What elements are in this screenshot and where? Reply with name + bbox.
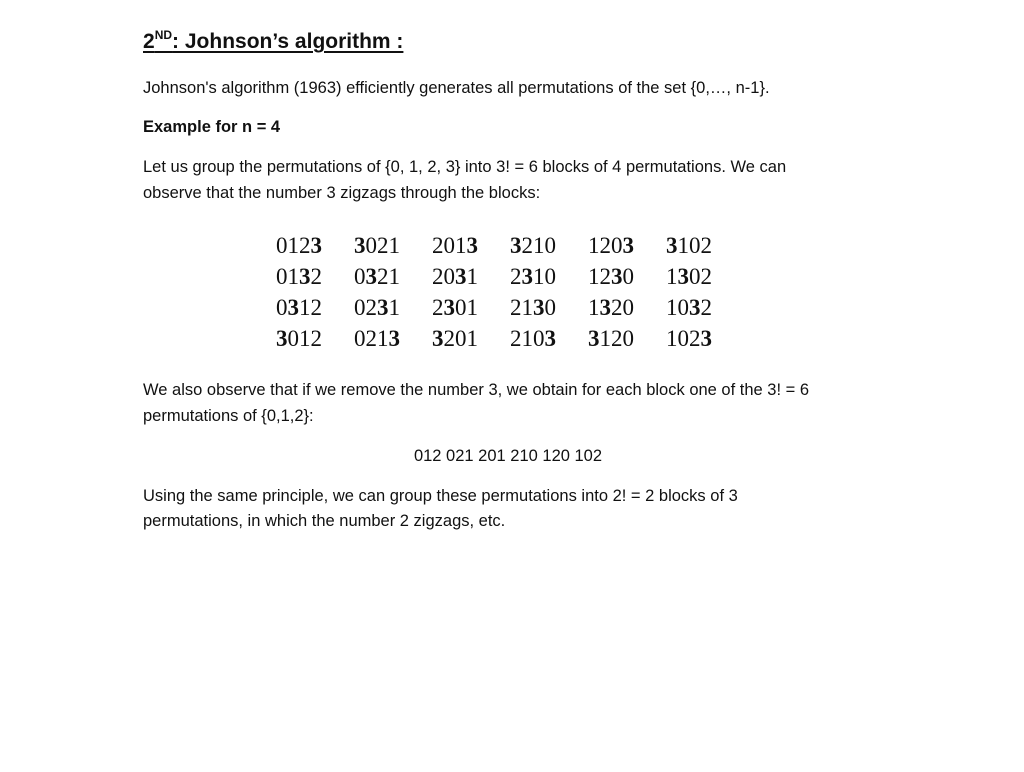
- permutation-cell: 0231: [354, 295, 400, 320]
- permutation-cell: 1302: [666, 264, 712, 289]
- heading-prefix: 2: [143, 30, 155, 53]
- permutation-row: [276, 292, 744, 323]
- permutation-cell: 1320: [588, 295, 634, 320]
- heading-title: : Johnson’s algorithm :: [172, 30, 404, 53]
- remove-paragraph-line-1: We also observe that if we remove the number 3, we obtain for each block one of the 3! = 6: [143, 381, 810, 399]
- example-label: Example for n = 4: [143, 118, 281, 136]
- intro-paragraph: Johnson's algorithm (1963) efficiently generates all permutations of the set {0,…, n-1}.: [143, 79, 770, 97]
- group-paragraph-line-2: observe that the number 3 zigzags through the blocks:: [143, 184, 541, 202]
- permutation-cell: 0321: [354, 264, 400, 289]
- permutation-cell: 3012: [276, 326, 322, 351]
- group-paragraph-line-1: Let us group the permutations of {0, 1, 2, 3} into 3! = 6 blocks of 4 permutations. We can: [143, 158, 787, 176]
- permutation-cell: 0123: [276, 233, 322, 258]
- permutation-cell: 3201: [432, 326, 478, 351]
- permutation-cell: 1023: [666, 326, 712, 351]
- remove-paragraph-line-2: permutations of {0,1,2}:: [143, 407, 314, 425]
- permutation-cell: 2103: [510, 326, 556, 351]
- reduced-permutations: 012 021 201 210 120 102: [413, 447, 603, 465]
- permutation-cell: 0132: [276, 264, 322, 289]
- principle-paragraph-line-1: Using the same principle, we can group these permutations into 2! = 2 blocks of 3: [143, 487, 738, 505]
- permutation-cell: 2301: [432, 295, 478, 320]
- permutation-cell: 3102: [666, 233, 712, 258]
- permutation-cell: 2031: [432, 264, 478, 289]
- permutation-cell: 1032: [666, 295, 712, 320]
- permutation-cell: 3021: [354, 233, 400, 258]
- permutation-table: [276, 230, 744, 354]
- heading-superscript: ND: [154, 28, 173, 42]
- permutation-cell: 0213: [354, 326, 400, 351]
- permutation-cell: 2130: [510, 295, 556, 320]
- permutation-row: [276, 261, 744, 292]
- permutation-row: [276, 230, 744, 261]
- permutation-cell: 1203: [588, 233, 634, 258]
- permutation-cell: 1230: [588, 264, 634, 289]
- principle-paragraph-line-2: permutations, in which the number 2 zigzags, etc.: [143, 512, 506, 530]
- permutation-cell: 2013: [432, 233, 478, 258]
- permutation-cell: 3210: [510, 233, 556, 258]
- permutation-cell: 3120: [588, 326, 634, 351]
- section-heading: [143, 30, 403, 54]
- permutation-cell: 0312: [276, 295, 322, 320]
- permutation-cell: 2310: [510, 264, 556, 289]
- permutation-row: [276, 323, 744, 354]
